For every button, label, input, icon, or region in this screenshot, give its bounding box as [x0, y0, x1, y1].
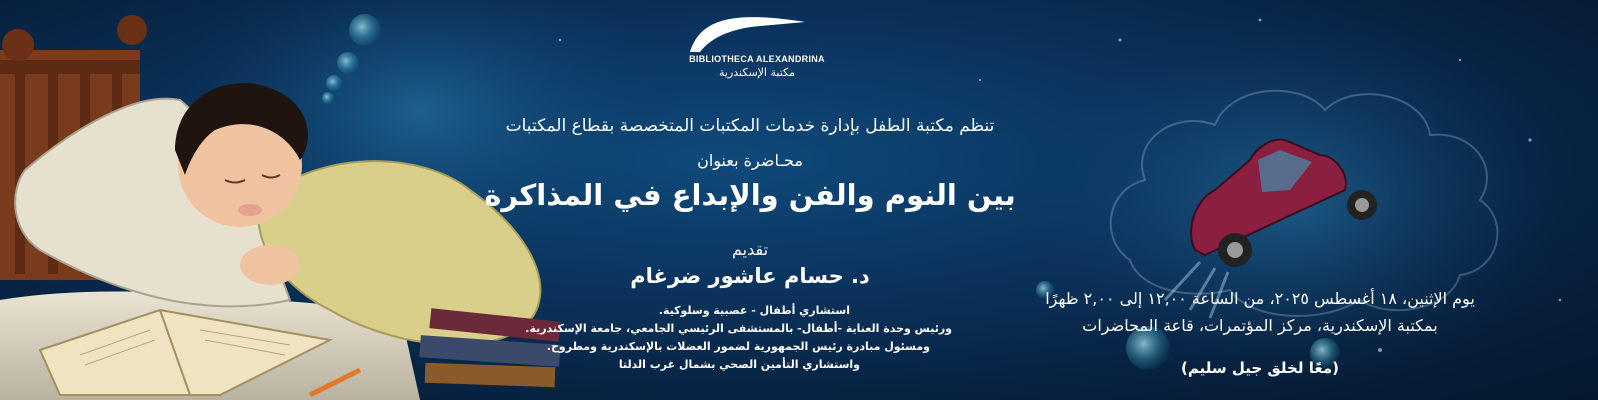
speaker-name: د. حسام عاشور ضرغام — [630, 264, 870, 288]
speaker-credential: ومسئول مبادرة رئيس الجمهورية لضمور العضلات بالإسكندرية ومطروح. — [546, 340, 930, 353]
event-slogan: (معًا لخلق جيل سليم) — [1181, 359, 1339, 377]
lecture-title: بين النوم والفن والإبداع في المذاكرة — [484, 178, 1016, 212]
lecture-label: محـاضرة بعنوان — [697, 151, 803, 170]
logo-arabic-text: مكتبة الإسكندرية — [719, 66, 795, 79]
event-date-time: يوم الإثنين، ١٨ أغسطس ٢٠٢٥، من الساعة ١٢,٠٠ إلى ٢,٠٠ ظهرًا — [1045, 289, 1475, 308]
logo-latin-text: BIBLIOTHECA ALEXANDRINA — [689, 54, 825, 64]
presented-by-label: تقديم — [731, 240, 769, 259]
speaker-credential: استشاري أطفال - عصبية وسلوكية. — [658, 304, 850, 317]
bibliotheca-alexandrina-logo-mark — [690, 17, 805, 52]
speaker-credential: واستشاري التأمين الصحي بشمال غرب الدلتا — [618, 358, 860, 371]
organizer-line: تنظم مكتبة الطفل بإدارة خدمات المكتبات المتخصصة بقطاع المكتبات — [505, 116, 995, 136]
speaker-credential: ورئيس وحدة العناية -أطفال- بالمستشفى الرئيسي الجامعي، جامعة الإسكندرية. — [525, 322, 952, 335]
event-location: بمكتبة الإسكندرية، مركز المؤتمرات، قاعة المحاضرات — [1082, 316, 1438, 335]
